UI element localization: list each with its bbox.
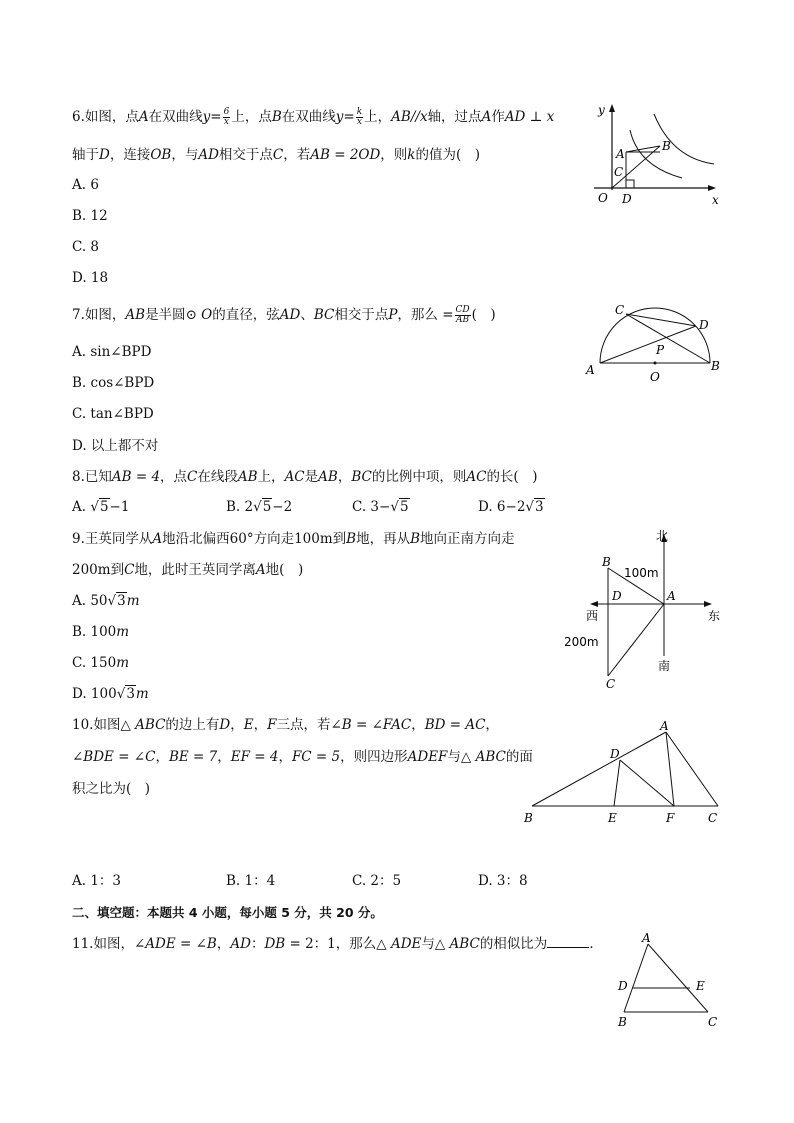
q10-option-c: C. 2：5 — [352, 873, 402, 889]
q7-label-c: C — [615, 303, 625, 317]
q10-line2: ∠BDE = ∠C，BE = 7，EF = 4，FC = 5，则四边形ADEF与△ ABC的面 — [72, 749, 533, 765]
section-2-heading: 二、填空题：本题共 4 小题，每小题 5 分，共 20 分。 — [72, 905, 383, 920]
q11-label-b: B — [618, 1015, 627, 1029]
q8-option-a: A. √5−1 — [72, 499, 130, 515]
q11-segment-ab — [624, 944, 648, 1012]
q6-label-a: A — [616, 147, 625, 161]
q6-label-o: O — [598, 191, 608, 205]
q10-segment-df — [620, 760, 674, 806]
q9-option-a: A. 50√3m — [72, 593, 140, 609]
q6-line2: 轴于D，连接OB，与AD相交于点C，若AB = 2OD，则k的值为( ) — [72, 147, 481, 163]
q7-option-d: D. 以上都不对 — [72, 438, 159, 454]
q7-label-o: O — [650, 370, 660, 384]
q6-option-c: C. 8 — [72, 239, 100, 255]
q10-segment-de — [614, 760, 620, 806]
q9-segment-ac — [608, 604, 664, 676]
q9-label-100m: 100m — [624, 566, 659, 580]
q9-option-d: D. 100√3m — [72, 686, 149, 702]
q7-option-c: C. tan∠BPD — [72, 406, 154, 422]
q10-label-f: F — [666, 811, 675, 825]
q6-y-arrow — [609, 104, 615, 112]
q6-x-arrow — [708, 185, 716, 191]
q11-label-c: C — [708, 1015, 718, 1029]
q8-option-b: B. 2√5−2 — [226, 499, 293, 515]
q7-chord-ad — [600, 326, 696, 363]
q9-line1: 9.王英同学从A地沿北偏西60°方向走100m到B地，再从B地向正南方向走 — [72, 531, 515, 547]
q6-label-y: y — [598, 103, 605, 117]
q9-east-arrow — [704, 601, 712, 607]
q11-line1: 11.如图，∠ADE = ∠B，AD：DB = 2：1，那么△ ADE与△ ABC的相似比为 ． — [72, 936, 603, 952]
q9-figure — [560, 524, 730, 694]
q11-label-d: D — [618, 979, 628, 993]
q9-label-200m: 200m — [564, 635, 599, 649]
q10-figure — [522, 714, 732, 829]
q7-option-b: B. cos∠BPD — [72, 375, 155, 391]
q9-line2: 200m到C地，此时王英同学离A地( ) — [72, 562, 304, 578]
q9-west-arrow — [590, 601, 598, 607]
q9-label-west: 西 — [586, 609, 599, 623]
q10-line3: 积之比为( ) — [72, 781, 151, 797]
q9-label-south: 南 — [658, 659, 671, 673]
q11-segment-ac — [648, 944, 708, 1012]
q6-label-x: x — [712, 193, 719, 207]
q8-line1: 8.已知AB = 4，点C在线段AB上，AC是AB，BC的比例中项，则AC的长( ) — [72, 469, 538, 485]
q11-answer-blank[interactable] — [547, 935, 589, 948]
q6-option-a: A. 6 — [72, 177, 99, 193]
q6-option-b: B. 12 — [72, 208, 108, 224]
q10-label-a: A — [660, 719, 669, 733]
q10-segment-ac — [666, 732, 718, 806]
q9-label-b: B — [602, 555, 611, 569]
q7-center-point — [654, 362, 657, 365]
q6-line1: 6.如图，点A在双曲线y= $\frac{6}{x}$ 上，点B在双曲线y= $\frac{k}{x}$ 上，AB//x轴，过点A作AD ⊥ x — [72, 107, 555, 127]
q10-option-b: B. 1：4 — [226, 873, 276, 889]
q10-label-d: D — [610, 747, 620, 761]
q9-option-c: C. 150m — [72, 655, 130, 671]
q10-option-a: A. 1：3 — [72, 873, 122, 889]
q10-option-d: D. 3：8 — [478, 873, 528, 889]
q9-option-b: B. 100m — [72, 624, 130, 640]
q11-figure — [610, 930, 730, 1030]
q7-label-p: P — [656, 343, 665, 357]
q6-right-angle — [626, 180, 634, 188]
q7-line1: 7.如图，AB是半圆⊙ O的直径，弦AD、BC相交于点P，那么 = $\frac{CD}{AB}$ ( ) — [72, 305, 496, 325]
q7-label-b: B — [711, 359, 720, 373]
q10-segment-ba — [532, 732, 666, 806]
q9-label-north: 北 — [656, 529, 669, 543]
q6-figure — [590, 100, 725, 210]
q7-option-a: A. sin∠BPD — [72, 344, 152, 360]
q9-label-d: D — [612, 589, 622, 603]
q9-label-c: C — [606, 677, 616, 691]
q7-label-d: D — [699, 318, 709, 332]
q7-label-a: A — [586, 363, 595, 377]
q11-label-e: E — [696, 979, 705, 993]
q9-label-east: 东 — [708, 609, 721, 623]
q6-label-c: C — [614, 165, 624, 179]
q10-label-e: E — [608, 811, 617, 825]
q10-segment-af — [666, 732, 674, 806]
q6-label-d: D — [622, 192, 632, 206]
q6-label-b: B — [662, 139, 671, 153]
q6-option-d: D. 18 — [72, 270, 109, 286]
q8-option-c: C. 3−√5 — [352, 499, 409, 515]
q6-hyperbola-6 — [630, 130, 682, 178]
q10-line1: 10.如图△ ABC的边上有D，E，F三点，若∠B = ∠FAC，BD = AC， — [72, 717, 499, 733]
q11-label-a: A — [642, 931, 651, 945]
q7-figure — [582, 300, 727, 390]
q10-label-b: B — [524, 811, 533, 825]
q9-label-a: A — [667, 589, 676, 603]
q8-option-d: D. 6−2√3 — [478, 499, 544, 515]
q10-label-c: C — [708, 811, 718, 825]
